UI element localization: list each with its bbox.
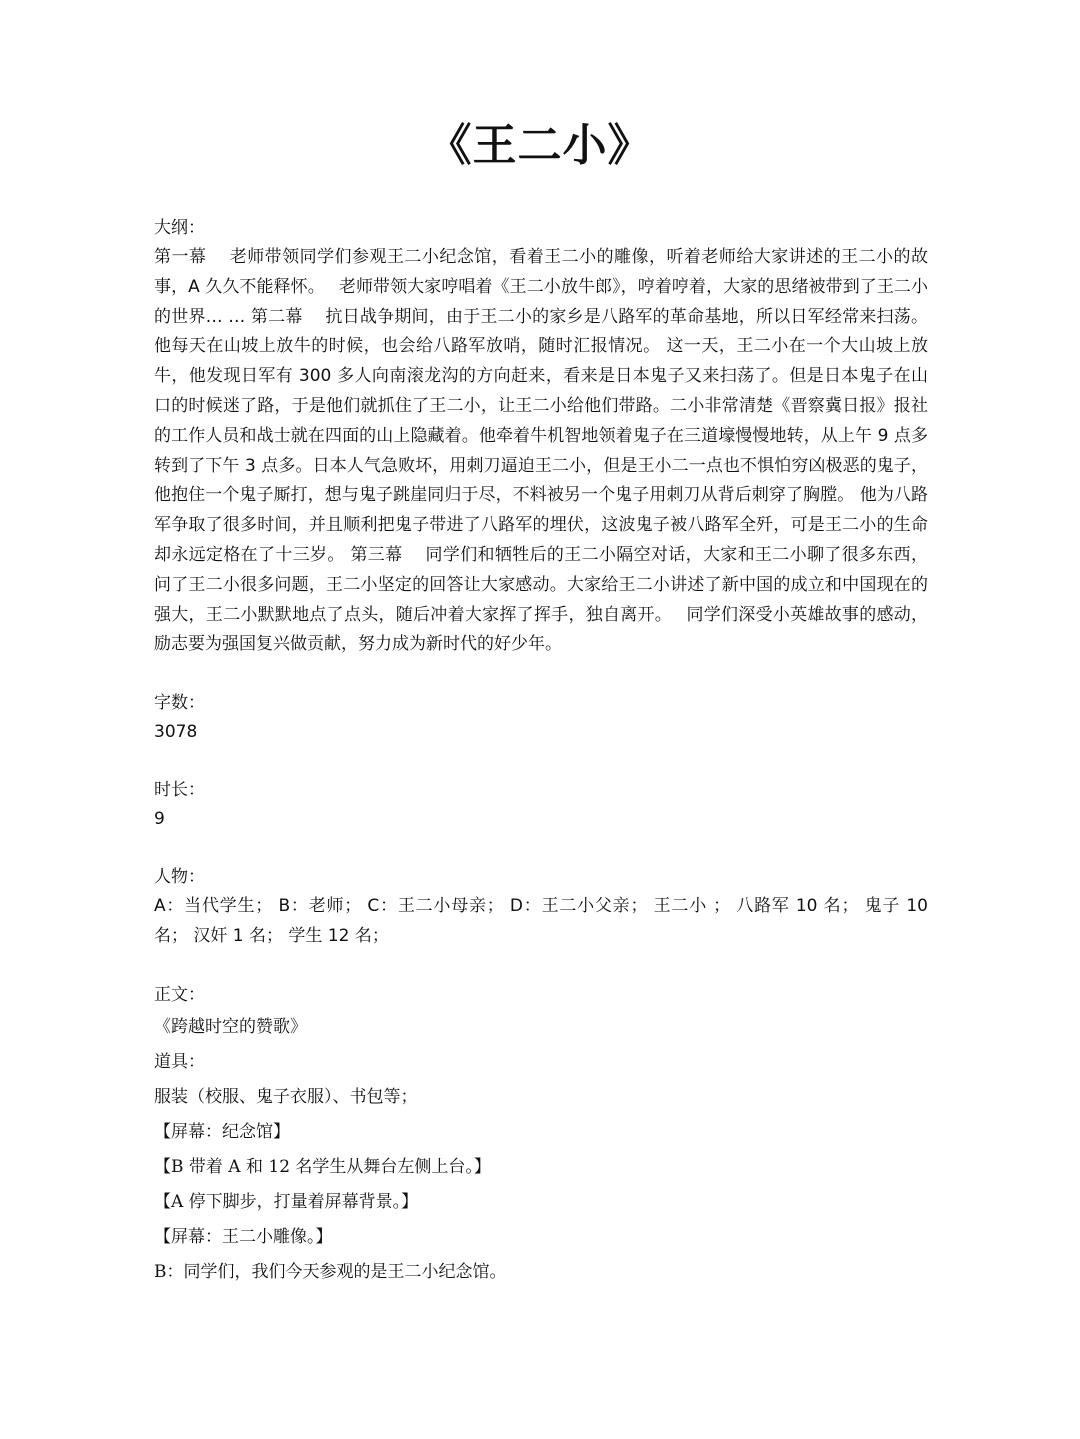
main-text-label: 正文： bbox=[154, 984, 205, 1005]
characters-text: A：当代学生； B：老师； C：王二小母亲； D：王二小父亲； 王二小 ； 八路军 10 名； 鬼子 10 名； 汉奸 1 名； 学生 12 名； bbox=[154, 896, 928, 946]
stage-direction: 【屏幕：王二小雕像。】 bbox=[154, 1226, 333, 1247]
word-count-label: 字数： bbox=[154, 693, 205, 714]
word-count-value: 3078 bbox=[154, 722, 198, 743]
stage-direction: 【屏幕：纪念馆】 bbox=[154, 1121, 290, 1142]
stage-direction: 【A 停下脚步，打量着屏幕背景。】 bbox=[154, 1191, 419, 1212]
props-text: 服装（校服、鬼子衣服）、书包等； bbox=[154, 1086, 418, 1107]
script-title: 《跨越时空的赞歌》 bbox=[154, 1016, 307, 1037]
duration-value: 9 bbox=[154, 809, 165, 830]
props-label: 道具： bbox=[154, 1051, 205, 1072]
outline-label: 大纲： bbox=[154, 218, 205, 238]
outline-text: 第一幕 老师带领同学们参观王二小纪念馆，看着王二小的雕像，听着老师给大家讲述的王二小的故事，A 久久不能释怀。 老师带领大家哼唱着《王二小放牛郎》，哼着哼着，大家的思绪被带到了王二小的世界… … 第二幕 抗日战争期间，由于王二小的家乡是八路军的革命基地，所以日军经常来扫荡。他每天在山坡上放牛的时候，也会给八路军放哨，随时汇报情况。 这一天，王二小在一个大山坡上放牛，他发现日军有 300 多人向南滚龙沟的方向赶来，看来是日本鬼子又来扫荡了。但是日本鬼子在山口的时候迷了路，于是他们就抓住了王二小，让王二小给他们带路。二小非常清楚《晋察冀日报》报社的工作人员和战士就在四面的山上隐藏着。他牵着牛机智地领着鬼子在三道壕慢慢地转，从上午 9 点多转到了下午 3 点多。日本人气急败坏，用刺刀逼迫王二小，但是王小二一点也不惧怕穷凶极恶的鬼子，他抱住一个鬼子厮打，想与鬼子跳崖同归于尽，不料被另一个鬼子用刺刀从背后刺穿了胸膛。 他为八路军争取了很多时间，并且顺利把鬼子带进了八路军的埋伏，这波鬼子被八路军全歼，可是王二小的生命却永远定格在了十三岁。 第三幕 同学们和牺牲后的王二小隔空对话，大家和王二小聊了很多东西，问了王二小很多问题，王二小坚定的回答让大家感动。大家给王二小讲述了新中国的成立和中国现在的强大，王二小默默地点了点头，随后冲着大家挥了挥手，独自离开。 同学们深受小英雄故事的感动，励志要为强国复兴做贡献，努力成为新时代的好少年。 bbox=[154, 247, 928, 655]
document-content bbox=[154, 214, 928, 1290]
characters-label: 人物： bbox=[154, 867, 205, 888]
dialogue-line: B：同学们，我们今天参观的是王二小纪念馆。 bbox=[154, 1261, 507, 1282]
document-title: 《王二小》 bbox=[427, 120, 653, 171]
stage-direction: 【B 带着 A 和 12 名学生从舞台左侧上台。】 bbox=[154, 1156, 491, 1177]
duration-label: 时长： bbox=[154, 780, 205, 801]
